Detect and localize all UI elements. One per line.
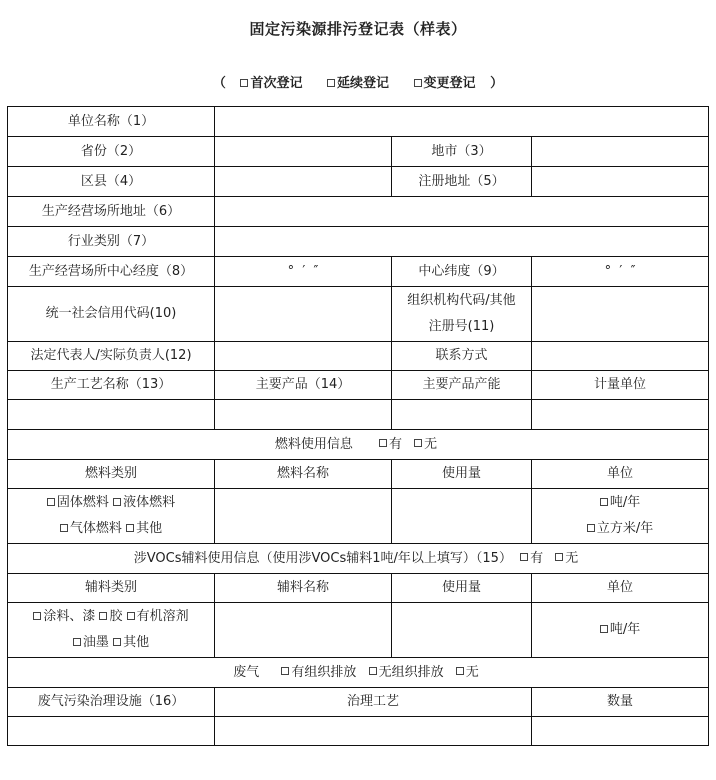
fuel-amount-field[interactable] — [392, 489, 532, 544]
fuel-no-option[interactable]: 无 — [414, 437, 437, 452]
fuel-name-field[interactable] — [215, 489, 392, 544]
exhaust-process-header: 治理工艺 — [215, 688, 532, 717]
vocs-section-header: 涉VOCs辅料使用信息（使用涉VOCs辅料1吨/年以上填写）（15） 有 无 — [8, 544, 709, 574]
vocs-type-solvent[interactable]: 有机溶剂 — [127, 609, 189, 624]
county-label: 区县（4） — [8, 167, 215, 197]
fuel-yes-option[interactable]: 有 — [379, 437, 402, 452]
vocs-type-other[interactable]: 其他 — [113, 635, 149, 650]
fuel-amount-header: 使用量 — [392, 460, 532, 489]
exhaust-none-option[interactable]: 无 — [456, 665, 479, 680]
exhaust-section-header: 废气 有组织排放 无组织排放 无 — [8, 658, 709, 688]
option-change-registration[interactable]: 变更登记 — [414, 76, 476, 91]
vocs-name-header: 辅料名称 — [215, 574, 392, 603]
main-product-field[interactable] — [215, 400, 392, 430]
checkbox-icon[interactable] — [73, 638, 81, 646]
checkbox-icon[interactable] — [379, 439, 387, 447]
exhaust-facility-header: 废气污染治理设施（16） — [8, 688, 215, 717]
exhaust-quantity-field[interactable] — [532, 717, 709, 746]
longitude-field[interactable]: ° ′ ″ — [215, 257, 392, 287]
capacity-field[interactable] — [392, 400, 532, 430]
unit-name-field[interactable] — [215, 107, 709, 137]
form-title: 固定污染源排污登记表（样表） — [249, 20, 467, 38]
exhaust-facility-field[interactable] — [8, 717, 215, 746]
credit-code-field[interactable] — [215, 287, 392, 342]
process-name-field[interactable] — [8, 400, 215, 430]
site-address-field[interactable] — [215, 197, 709, 227]
vocs-yes-option[interactable]: 有 — [520, 551, 543, 566]
longitude-label: 生产经营场所中心经度（8） — [8, 257, 215, 287]
province-label: 省份（2） — [8, 137, 215, 167]
org-code-field[interactable] — [532, 287, 709, 342]
checkbox-icon[interactable] — [113, 498, 121, 506]
fuel-type-options — [8, 489, 215, 544]
fuel-type-other[interactable]: 其他 — [126, 521, 162, 536]
checkbox-icon[interactable] — [414, 79, 422, 87]
unit-name-label: 单位名称（1） — [8, 107, 215, 137]
registration-type-options: （ 首次登记 延续登记 变更登记 ） — [212, 76, 504, 91]
city-field[interactable] — [532, 137, 709, 167]
contact-field[interactable] — [532, 342, 709, 371]
checkbox-icon[interactable] — [369, 667, 377, 675]
fuel-type-solid[interactable]: 固体燃料 — [47, 495, 109, 510]
reg-address-label: 注册地址（5） — [392, 167, 532, 197]
vocs-amount-field[interactable] — [392, 603, 532, 658]
industry-field[interactable] — [215, 227, 709, 257]
latitude-field[interactable]: ° ′ ″ — [532, 257, 709, 287]
checkbox-icon[interactable] — [520, 553, 528, 561]
legal-rep-label: 法定代表人/实际负责人(12) — [8, 342, 215, 371]
vocs-name-field[interactable] — [215, 603, 392, 658]
fuel-unit-ton[interactable]: 吨/年 — [534, 490, 706, 516]
vocs-type-header: 辅料类别 — [8, 574, 215, 603]
org-code-label: 组织机构代码/其他 注册号(11) — [392, 287, 532, 342]
exhaust-process-field[interactable] — [215, 717, 532, 746]
industry-label: 行业类别（7） — [8, 227, 215, 257]
vocs-type-options — [8, 603, 215, 658]
vocs-type-glue[interactable]: 胶 — [99, 609, 122, 624]
fuel-unit-cubic[interactable]: 立方米/年 — [534, 516, 706, 542]
legal-rep-field[interactable] — [215, 342, 392, 371]
vocs-type-ink[interactable]: 油墨 — [73, 635, 109, 650]
exhaust-unorganized-option[interactable]: 无组织排放 — [369, 665, 444, 680]
checkbox-icon[interactable] — [281, 667, 289, 675]
checkbox-icon[interactable] — [555, 553, 563, 561]
checkbox-icon[interactable] — [327, 79, 335, 87]
exhaust-quantity-header: 数量 — [532, 688, 709, 717]
checkbox-icon[interactable] — [33, 612, 41, 620]
latitude-label: 中心纬度（9） — [392, 257, 532, 287]
checkbox-icon[interactable] — [126, 524, 134, 532]
unit-measure-field[interactable] — [532, 400, 709, 430]
checkbox-icon[interactable] — [47, 498, 55, 506]
checkbox-icon[interactable] — [600, 498, 608, 506]
reg-address-field[interactable] — [532, 167, 709, 197]
site-address-label: 生产经营场所地址（6） — [8, 197, 215, 227]
checkbox-icon[interactable] — [60, 524, 68, 532]
option-renewal-registration[interactable]: 延续登记 — [327, 76, 389, 91]
checkbox-icon[interactable] — [240, 79, 248, 87]
fuel-unit-options — [532, 489, 709, 544]
fuel-type-gas[interactable]: 气体燃料 — [60, 521, 122, 536]
main-product-header: 主要产品（14） — [215, 371, 392, 400]
checkbox-icon[interactable] — [414, 439, 422, 447]
checkbox-icon[interactable] — [600, 625, 608, 633]
credit-code-label: 统一社会信用代码(10) — [8, 287, 215, 342]
fuel-name-header: 燃料名称 — [215, 460, 392, 489]
province-field[interactable] — [215, 137, 392, 167]
vocs-unit-header: 单位 — [532, 574, 709, 603]
checkbox-icon[interactable] — [127, 612, 135, 620]
option-first-registration[interactable]: 首次登记 — [240, 76, 302, 91]
vocs-type-paint[interactable]: 涂料、漆 — [33, 609, 95, 624]
checkbox-icon[interactable] — [99, 612, 107, 620]
exhaust-organized-option[interactable]: 有组织排放 — [281, 665, 356, 680]
capacity-header: 主要产品产能 — [392, 371, 532, 400]
county-field[interactable] — [215, 167, 392, 197]
unit-measure-header: 计量单位 — [532, 371, 709, 400]
checkbox-icon[interactable] — [456, 667, 464, 675]
vocs-amount-header: 使用量 — [392, 574, 532, 603]
fuel-type-liquid[interactable]: 液体燃料 — [113, 495, 175, 510]
registration-form-table — [7, 106, 709, 746]
process-name-header: 生产工艺名称（13） — [8, 371, 215, 400]
contact-label: 联系方式 — [392, 342, 532, 371]
vocs-no-option[interactable]: 无 — [555, 551, 578, 566]
fuel-section-header: 燃料使用信息 有 无 — [8, 430, 709, 460]
city-label: 地市（3） — [392, 137, 532, 167]
vocs-unit-options — [532, 603, 709, 658]
vocs-unit-ton[interactable]: 吨/年 — [600, 622, 640, 637]
fuel-unit-header: 单位 — [532, 460, 709, 489]
checkbox-icon[interactable] — [587, 524, 595, 532]
fuel-type-header: 燃料类别 — [8, 460, 215, 489]
checkbox-icon[interactable] — [113, 638, 121, 646]
